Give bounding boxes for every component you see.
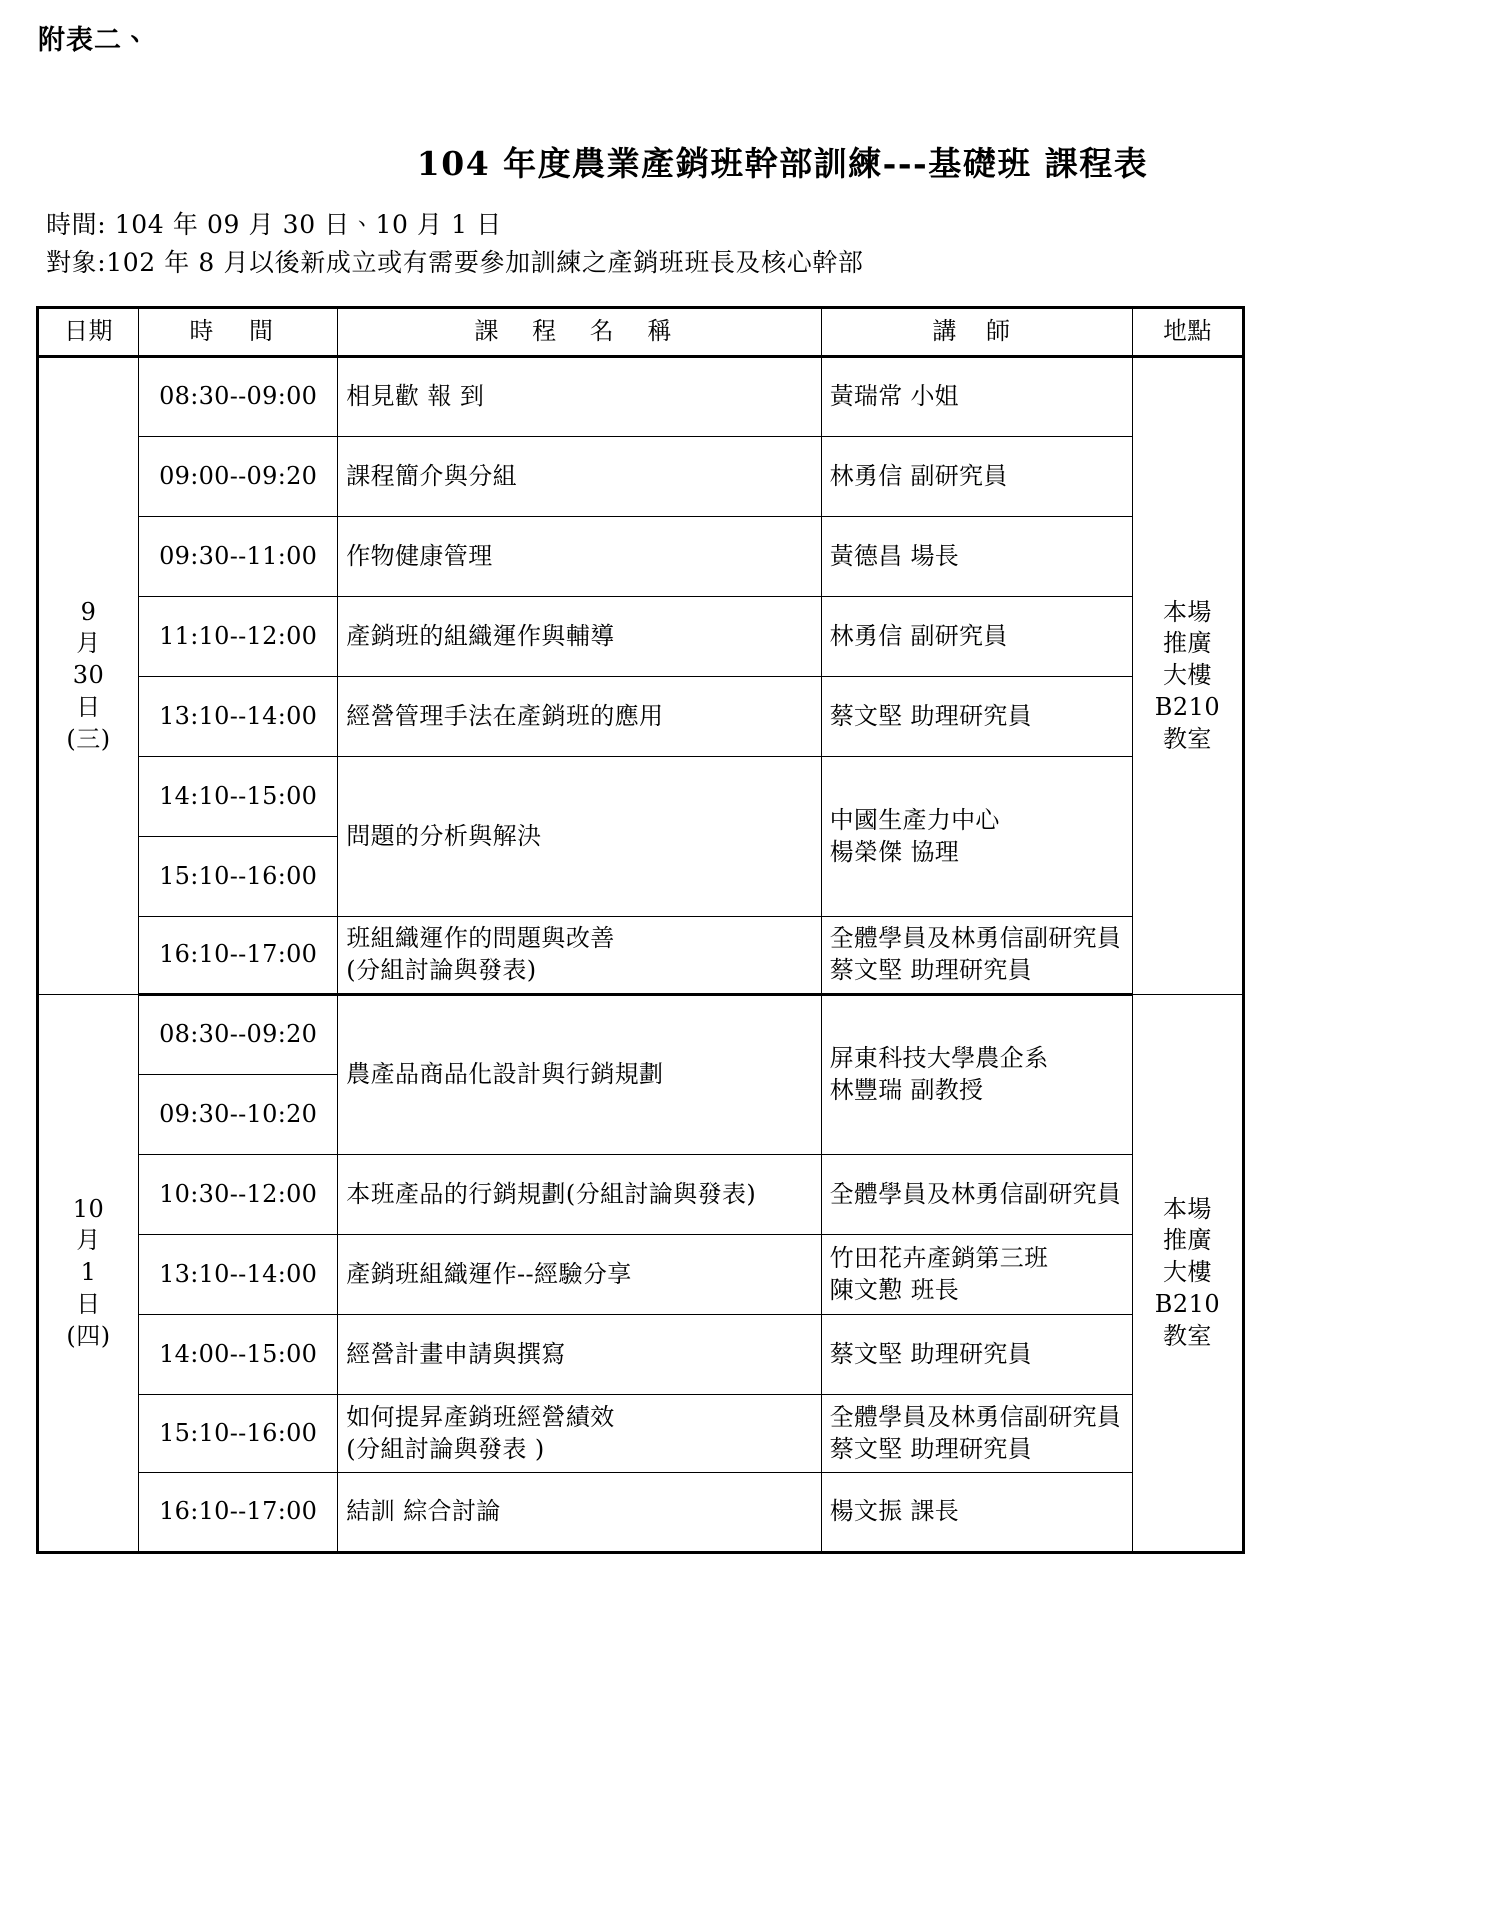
instructor-line: 蔡文堅 助理研究員	[829, 701, 1032, 730]
course-line: 作物健康管理	[346, 541, 493, 570]
cell-time: 14:00--15:00	[139, 1315, 338, 1395]
cell-time: 15:10--16:00	[139, 837, 338, 917]
instructor-line: 楊文振 課長	[829, 1497, 960, 1526]
date-line: 日	[76, 692, 101, 721]
course-line: (分組討論與發表 )	[346, 1434, 545, 1463]
cell-course-name	[338, 597, 821, 677]
place-line: 推廣	[1162, 1226, 1212, 1255]
cell-place	[1132, 995, 1243, 1553]
place-line: B210	[1154, 1289, 1221, 1318]
cell-course-name	[338, 517, 821, 597]
course-line: 相見歡 報 到	[346, 382, 485, 411]
table-row	[38, 437, 1244, 517]
date-line: (三)	[66, 724, 111, 753]
place-line: 推廣	[1162, 629, 1212, 658]
cell-course-name	[338, 1155, 821, 1235]
column-header-place: 地點	[1132, 308, 1243, 357]
date-line: 日	[76, 1289, 101, 1318]
cell-instructor	[821, 597, 1132, 677]
table-row	[38, 1315, 1244, 1395]
table-row	[38, 1235, 1244, 1315]
cell-time: 16:10--17:00	[139, 917, 338, 995]
cell-time: 09:30--11:00	[139, 517, 338, 597]
course-line: 問題的分析與解決	[346, 821, 542, 850]
table-row	[38, 357, 1244, 437]
instructor-line: 黃瑞常 小姐	[829, 382, 960, 411]
date-line: 9	[80, 597, 97, 626]
schedule-audience-line: 對象:102 年 8 月以後新成立或有需要參加訓練之產銷班班長及核心幹部	[46, 248, 864, 277]
course-line: 本班產品的行銷規劃(分組討論與發表)	[346, 1179, 757, 1208]
instructor-line: 屏東科技大學農企系	[829, 1044, 1049, 1073]
cell-time: 08:30--09:20	[139, 995, 338, 1075]
attachment-label: 附表二、	[38, 25, 150, 56]
instructor-line: 林勇信 副研究員	[829, 461, 1008, 490]
cell-time: 10:30--12:00	[139, 1155, 338, 1235]
instructor-line: 林勇信 副研究員	[829, 621, 1008, 650]
course-line: 如何提昇產銷班經營績效	[346, 1402, 615, 1431]
cell-time: 13:10--14:00	[139, 677, 338, 757]
place-line: 本場	[1162, 1194, 1212, 1223]
instructor-line: 楊榮傑 協理	[829, 837, 960, 866]
cell-course-name	[338, 1473, 821, 1553]
schedule-date-line: 時間: 104 年 09 月 30 日、10 月 1 日	[46, 210, 502, 239]
course-line: 課程簡介與分組	[346, 461, 518, 490]
table-row	[38, 995, 1244, 1075]
place-line: 大樓	[1162, 661, 1212, 690]
cell-date	[38, 357, 139, 995]
cell-time: 14:10--15:00	[139, 757, 338, 837]
instructor-line: 全體學員及林勇信副研究員	[829, 1402, 1122, 1431]
date-line: 月	[76, 1226, 101, 1255]
cell-time: 15:10--16:00	[139, 1395, 338, 1473]
cell-course-name	[338, 757, 821, 917]
date-line: (四)	[66, 1321, 111, 1350]
cell-time: 11:10--12:00	[139, 597, 338, 677]
schedule-table-wrapper	[36, 306, 1245, 1554]
instructor-line: 中國生產力中心	[829, 805, 1000, 834]
cell-time: 09:30--10:20	[139, 1075, 338, 1155]
place-line: 教室	[1162, 1321, 1212, 1350]
instructor-line: 蔡文堅 助理研究員	[829, 956, 1032, 984]
cell-course-name	[338, 357, 821, 437]
date-line: 月	[76, 629, 101, 658]
place-line: 本場	[1162, 597, 1212, 626]
table-row	[38, 517, 1244, 597]
course-line: 經營計畫申請與撰寫	[346, 1339, 566, 1368]
cell-instructor	[821, 1155, 1132, 1235]
instructor-line: 黃德昌 場長	[829, 541, 960, 570]
cell-course-name	[338, 995, 821, 1155]
instructor-line: 蔡文堅 助理研究員	[829, 1339, 1032, 1368]
course-line: (分組討論與發表)	[346, 956, 537, 984]
cell-course-name	[338, 1235, 821, 1315]
table-row	[38, 1395, 1244, 1473]
table-row	[38, 677, 1244, 757]
course-line: 經營管理手法在產銷班的應用	[346, 701, 664, 730]
cell-date	[38, 995, 139, 1553]
cell-course-name	[338, 1315, 821, 1395]
place-line: B210	[1154, 692, 1221, 721]
cell-course-name	[338, 1395, 821, 1473]
instructor-line: 林豐瑞 副教授	[829, 1076, 984, 1104]
instructor-line: 全體學員及林勇信副研究員	[829, 1179, 1122, 1208]
cell-instructor	[821, 357, 1132, 437]
table-row	[38, 757, 1244, 837]
table-row	[38, 597, 1244, 677]
place-line: 教室	[1162, 724, 1212, 753]
place-line: 大樓	[1162, 1258, 1212, 1287]
table-row	[38, 1155, 1244, 1235]
cell-instructor	[821, 517, 1132, 597]
cell-time: 08:30--09:00	[139, 357, 338, 437]
cell-instructor	[821, 995, 1132, 1155]
schedule-table	[36, 306, 1245, 1554]
instructor-line: 竹田花卉產銷第三班	[829, 1243, 1049, 1272]
page-title: 104 年度農業產銷班幹部訓練---基礎班 課程表	[416, 144, 1149, 183]
cell-time: 16:10--17:00	[139, 1473, 338, 1553]
course-line: 產銷班組織運作--經驗分享	[346, 1259, 632, 1288]
cell-instructor	[821, 677, 1132, 757]
instructor-line: 蔡文堅 助理研究員	[829, 1434, 1032, 1463]
instructor-line: 陳文懃 班長	[829, 1275, 960, 1304]
date-line: 10	[72, 1194, 105, 1223]
cell-instructor	[821, 437, 1132, 517]
cell-course-name	[338, 677, 821, 757]
column-header-course: 課 程 名 稱	[338, 308, 821, 357]
date-line: 1	[80, 1258, 97, 1287]
column-header-time: 時 間	[139, 308, 338, 357]
cell-instructor	[821, 1395, 1132, 1473]
cell-course-name	[338, 917, 821, 995]
cell-time: 09:00--09:20	[139, 437, 338, 517]
date-line: 30	[72, 661, 105, 690]
instructor-line: 全體學員及林勇信副研究員	[829, 924, 1122, 953]
table-body	[38, 357, 1244, 1553]
table-row	[38, 917, 1244, 995]
cell-time: 13:10--14:00	[139, 1235, 338, 1315]
course-line: 結訓 綜合討論	[346, 1497, 501, 1526]
course-line: 農產品商品化設計與行銷規劃	[346, 1060, 664, 1089]
column-header-date: 日期	[38, 308, 139, 357]
cell-instructor	[821, 1473, 1132, 1553]
cell-instructor	[821, 757, 1132, 917]
cell-instructor	[821, 1315, 1132, 1395]
table-header	[38, 308, 1244, 357]
column-header-instructor: 講 師	[821, 308, 1132, 357]
course-line: 班組織運作的問題與改善	[346, 924, 615, 953]
table-row	[38, 1473, 1244, 1553]
table-header-row	[38, 308, 1244, 357]
cell-instructor	[821, 1235, 1132, 1315]
cell-course-name	[338, 437, 821, 517]
cell-instructor	[821, 917, 1132, 995]
course-line: 產銷班的組織運作與輔導	[346, 621, 615, 650]
cell-place	[1132, 357, 1243, 995]
